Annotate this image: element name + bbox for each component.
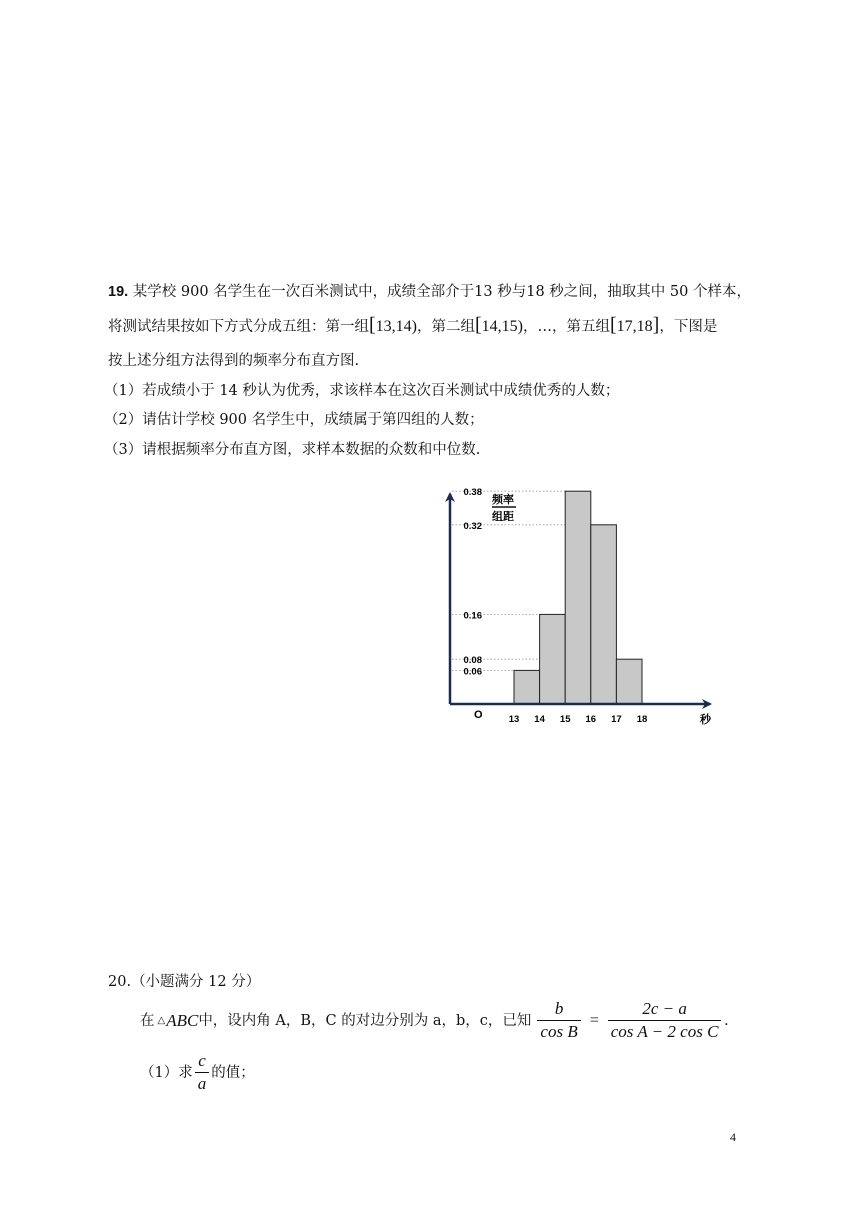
y-tick-labels	[464, 488, 483, 677]
x-tick-label: 13	[508, 714, 520, 725]
q20-score: （小题满分 12 分）	[131, 974, 261, 990]
triangle-icon: △	[157, 1014, 166, 1026]
interval-5: [17,18]	[610, 314, 660, 336]
q20-sub1-a: （1）求	[140, 1064, 193, 1081]
frequency-histogram	[440, 488, 720, 736]
y-label-top: 频率	[492, 494, 514, 506]
q19-line2-c: ，…，第五组	[523, 319, 610, 335]
histogram-bar	[540, 614, 566, 704]
x-tick-label: 17	[611, 714, 622, 725]
histogram-bar	[565, 491, 591, 704]
q19-line2	[108, 315, 717, 337]
x-tick-label: 18	[636, 714, 648, 725]
interval-1: [13,14)	[369, 314, 417, 336]
q20-sub1	[140, 1050, 255, 1095]
y-tick-label: 0.08	[463, 655, 482, 667]
y-label-bottom: 组距	[492, 511, 514, 523]
equals-sign: =	[589, 1011, 599, 1029]
bars	[514, 491, 642, 704]
q19-line2-d: ，下图是	[659, 319, 718, 335]
q20-sub1-b: 的值；	[211, 1064, 255, 1081]
q20-period: .	[724, 1011, 729, 1029]
fraction-c-over-a: $\frac{c}{a}$	[195, 1050, 210, 1095]
y-tick-label: 0.32	[463, 520, 482, 532]
fraction-rhs: $\frac{2c - a}{\text{cos A − 2 cos C}}$	[608, 998, 722, 1043]
q19-sub2: （2）请估计学校 900 名学生中，成绩属于第四组的人数；	[104, 412, 484, 428]
q19-number: 19.	[108, 284, 129, 300]
q19-line1	[108, 282, 751, 302]
y-tick-label: 0.06	[463, 666, 482, 678]
y-tick-label: 0.38	[463, 488, 482, 499]
triangle-name: ABC	[166, 1010, 199, 1030]
q19-line1-text: 某学校 900 名学生在一次百米测试中，成绩全部介于13 秒与18 秒之间，抽取其中 50 个样本，	[132, 284, 751, 300]
page-number: 4	[730, 1130, 736, 1144]
x-tick-label: 15	[559, 714, 571, 725]
q20-stem-a: 在	[140, 1012, 155, 1029]
x-tick-label: 14	[534, 714, 545, 725]
q20-stem-b: 中，设内角 A，B，C 的对边分别为 a，b，c，已知	[198, 1012, 532, 1029]
q19-line3: 按上述分组方法得到的频率分布直方图.	[108, 353, 360, 369]
q19-line2-b: ，第二组	[417, 319, 475, 335]
q20-stem	[140, 998, 728, 1043]
q19-sub1: （1）若成绩小于 14 秒认为优秀，求该样本在这次百米测试中成绩优秀的人数；	[104, 383, 620, 399]
q20-number: 20.	[108, 974, 132, 990]
q19-line2-a: 将测试结果按如下方式分成五组：第一组	[108, 319, 369, 335]
histogram-bar	[591, 525, 617, 704]
histogram-bar	[616, 659, 642, 704]
x-tick-label: 16	[585, 714, 597, 725]
q19-sub3: （3）请根据频率分布直方图，求样本数据的众数和中位数.	[104, 442, 481, 458]
x-axis-label: 秒	[700, 714, 711, 726]
histogram-bar	[514, 670, 540, 704]
x-tick-labels	[509, 714, 648, 725]
y-tick-label: 0.16	[463, 610, 482, 622]
origin-label: O	[474, 709, 483, 721]
interval-2: [14,15)	[475, 314, 523, 336]
q20-header	[108, 972, 260, 992]
fraction-b-over-cosB: $\frac{b}{\text{cos B}}$	[537, 998, 580, 1043]
